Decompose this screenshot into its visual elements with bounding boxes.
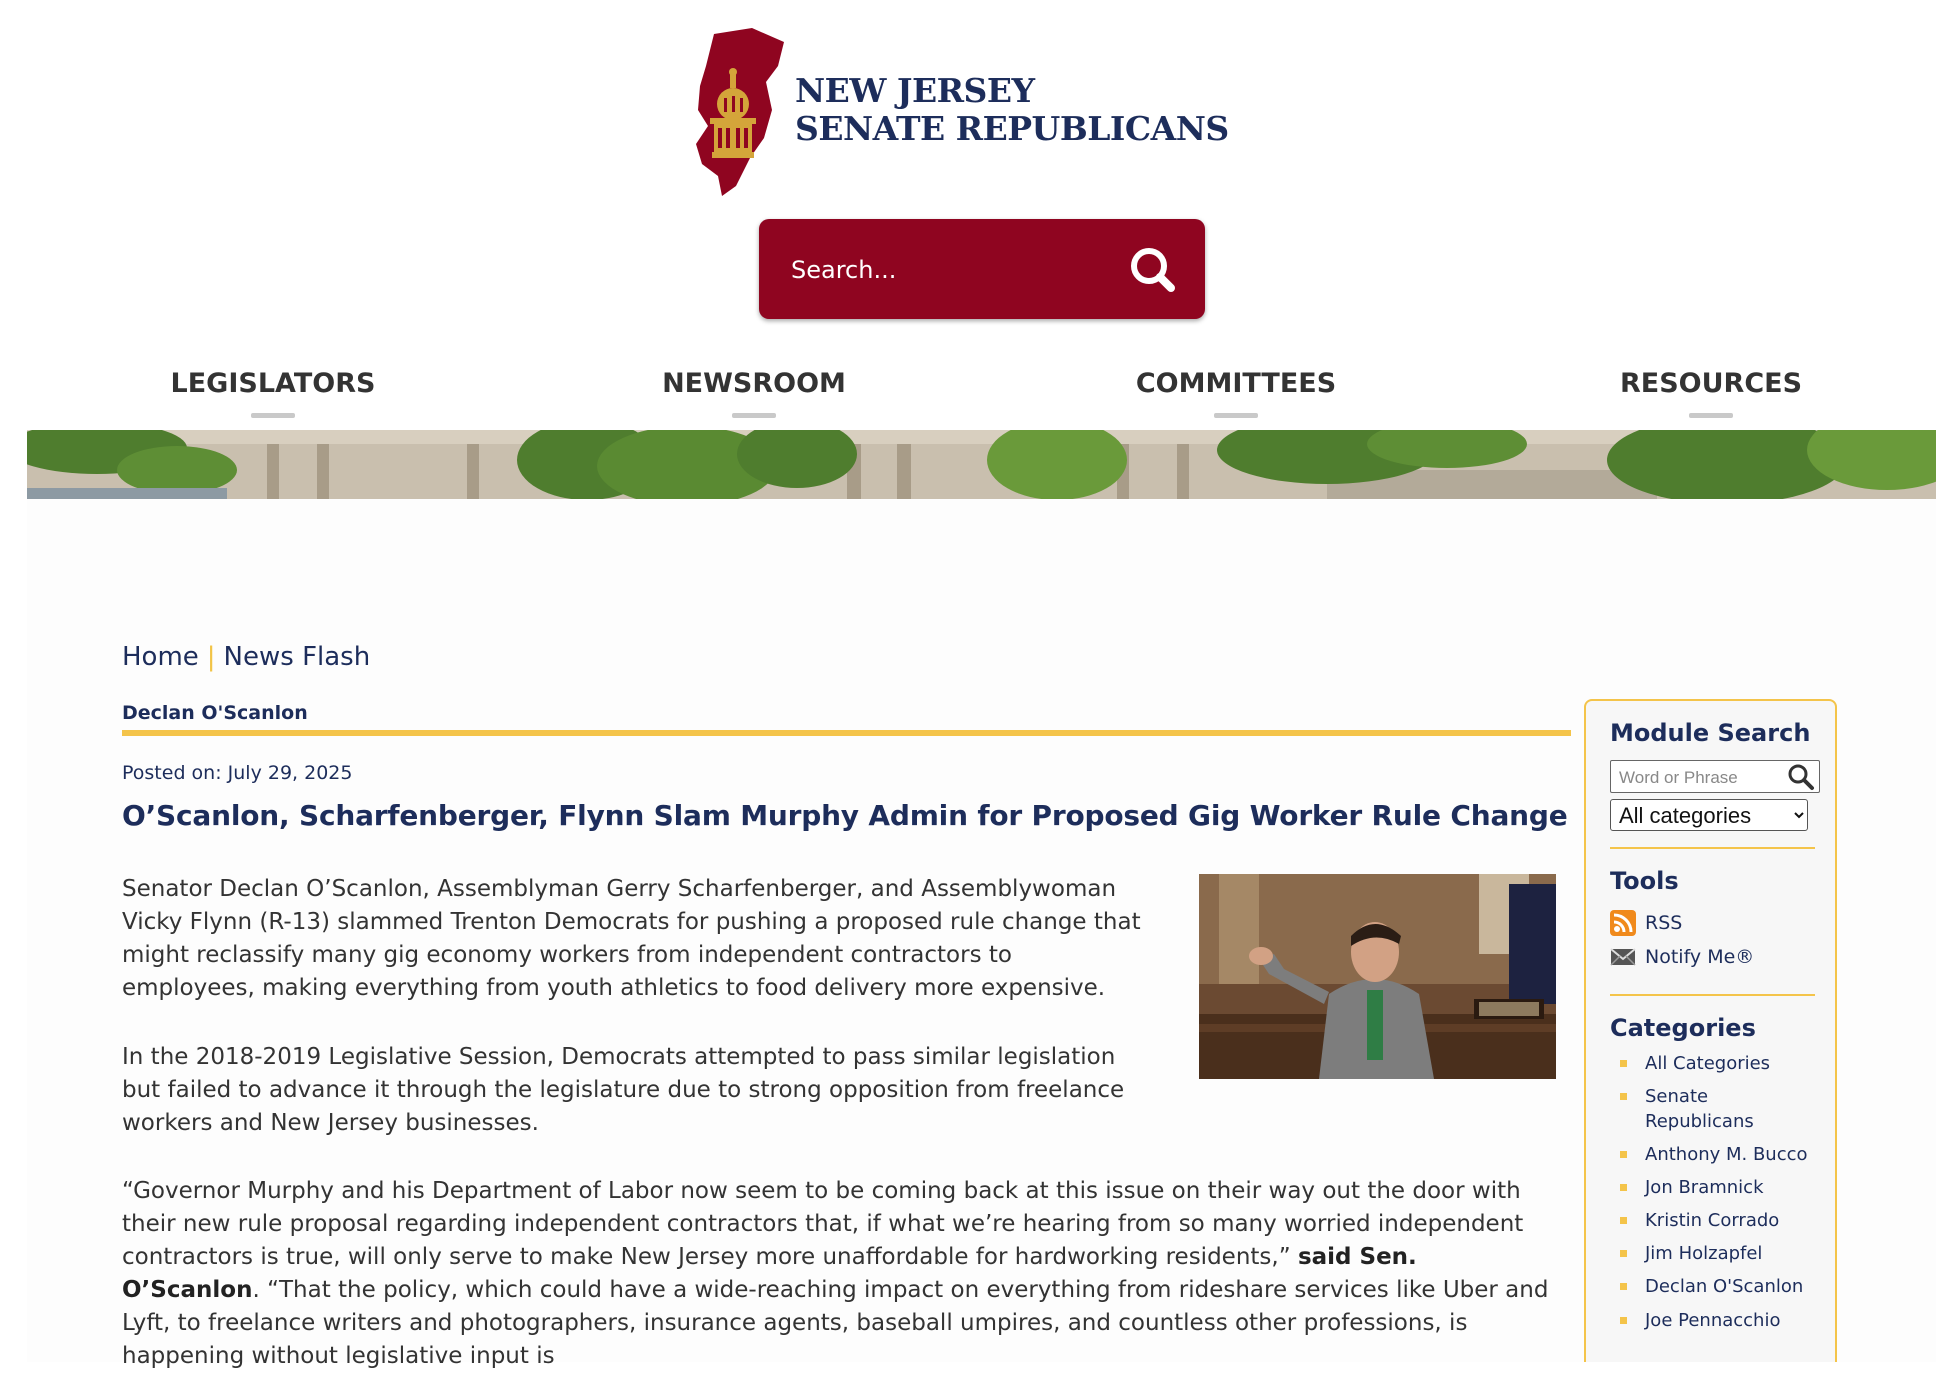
breadcrumb-separator: | — [206, 642, 216, 672]
quote-text: “Governor Murphy and his Department of Labor now seem to be coming back at this issue on their way out the door with their new rule proposal regarding independent contractors that, if what we’re hearing from so many worried independent contractors is true, will only serve to make New Jersey more unaffordable for hardworking residents,” — [122, 1178, 1524, 1270]
category-pennacchio[interactable] — [1610, 1308, 1820, 1333]
article-paragraph: In the 2018-2019 Legislative Session, Democrats attempted to pass similar legislation but failed to advance it through the legislature due to strong opposition from freelance workers and New Jersey businesses. — [122, 1044, 1125, 1136]
article-title: O’Scanlon, Scharfenberger, Flynn Slam Murphy Admin for Proposed Gig Worker Rule Change — [122, 799, 1568, 832]
categories-heading: Categories — [1610, 1014, 1756, 1042]
search-input[interactable] — [789, 249, 1113, 291]
module-search-heading: Module Search — [1610, 719, 1811, 747]
category-senate-republicans[interactable] — [1610, 1084, 1820, 1134]
quote-attribution: said Sen. O’Scanlon — [122, 1244, 1417, 1303]
posted-date: Posted on: July 29, 2025 — [122, 762, 353, 784]
envelope-icon — [1610, 944, 1636, 970]
category-holzapfel[interactable] — [1610, 1241, 1820, 1266]
category-label: Jim Holzapfel — [1645, 1243, 1763, 1264]
breadcrumb-news-flash[interactable]: News Flash — [223, 642, 371, 672]
category-select[interactable] — [1610, 799, 1808, 831]
module-search-field — [1610, 760, 1820, 793]
logo-line-2: SENATE REPUBLICANS — [795, 109, 1229, 148]
logo-line-1: NEW JERSEY — [795, 71, 1035, 110]
rss-icon — [1610, 910, 1636, 936]
nav-underline — [1689, 413, 1733, 418]
breadcrumb-home[interactable]: Home — [122, 642, 199, 672]
category-bramnick[interactable] — [1610, 1175, 1820, 1200]
category-label: Kristin Corrado — [1645, 1210, 1780, 1231]
header-banner-image — [27, 430, 1936, 499]
category-corrado[interactable] — [1610, 1208, 1820, 1233]
category-label: Declan O'Scanlon — [1645, 1276, 1804, 1297]
quote-text-continued: . “That the policy, which could have a wide-reaching impact on everything from rideshare services like Uber and Lyft, to freelance writers and photographers, insurance agents, baseball umpires, and countless other professions, is happening without legislative input is — [122, 1277, 1549, 1369]
bullet — [1620, 1250, 1627, 1257]
category-all[interactable] — [1610, 1051, 1820, 1076]
nav-label: NEWSROOM — [662, 368, 846, 399]
bullet — [1620, 1184, 1627, 1191]
category-bucco[interactable] — [1610, 1142, 1820, 1167]
search-icon[interactable] — [1787, 763, 1815, 791]
nj-map-icon — [692, 26, 792, 198]
nav-label: LEGISLATORS — [170, 368, 376, 399]
sidebar — [1584, 699, 1837, 1362]
senator-photo-illustration — [1199, 874, 1556, 1079]
banner-illustration — [27, 430, 1936, 499]
rss-label: RSS — [1645, 912, 1683, 934]
category-oscanlon[interactable] — [1610, 1274, 1820, 1299]
notify-label: Notify Me® — [1645, 946, 1755, 968]
logo-text — [795, 72, 1229, 148]
category-divider — [122, 730, 1571, 736]
bullet — [1620, 1060, 1627, 1067]
bullet — [1620, 1283, 1627, 1290]
bullet — [1620, 1151, 1627, 1158]
nav-underline — [732, 413, 776, 418]
search-icon[interactable] — [1127, 244, 1179, 296]
nav-newsroom[interactable] — [604, 368, 904, 418]
article-paragraph: Senator Declan O’Scanlon, Assemblyman Gerry Scharfenberger, and Assemblywoman Vicky Flynn (R-13) slammed Trenton Democrats for pushing a proposed rule change that might reclassify many gig economy workers from independent contractors to employees, making everything from youth athletics to food delivery more expensive. — [122, 876, 1141, 1001]
site-logo[interactable] — [692, 26, 1229, 198]
nav-legislators[interactable] — [123, 368, 423, 418]
category-label: All Categories — [1645, 1053, 1771, 1074]
category-label: Joe Pennacchio — [1645, 1310, 1781, 1331]
article-category: Declan O'Scanlon — [122, 702, 308, 724]
article-photo — [1199, 874, 1556, 1079]
nav-label: RESOURCES — [1619, 368, 1803, 399]
category-label: Jon Bramnick — [1645, 1177, 1764, 1198]
module-search-input[interactable] — [1617, 765, 1781, 791]
nav-underline — [251, 413, 295, 418]
sidebar-divider — [1610, 994, 1815, 996]
category-label: Anthony M. Bucco — [1645, 1144, 1808, 1165]
bullet — [1620, 1317, 1627, 1324]
article-paragraph-quote — [122, 1175, 1562, 1373]
breadcrumb — [122, 642, 370, 672]
bullet — [1620, 1217, 1627, 1224]
nav-resources[interactable] — [1561, 368, 1861, 418]
main-nav — [0, 368, 1954, 426]
bullet — [1620, 1093, 1627, 1100]
sidebar-divider — [1610, 847, 1815, 849]
nav-underline — [1214, 413, 1258, 418]
category-label: Senate Republicans — [1645, 1086, 1754, 1132]
nav-committees[interactable] — [1086, 368, 1386, 418]
site-search — [759, 219, 1205, 319]
tools-heading: Tools — [1610, 867, 1679, 895]
nav-label: COMMITTEES — [1135, 368, 1337, 399]
